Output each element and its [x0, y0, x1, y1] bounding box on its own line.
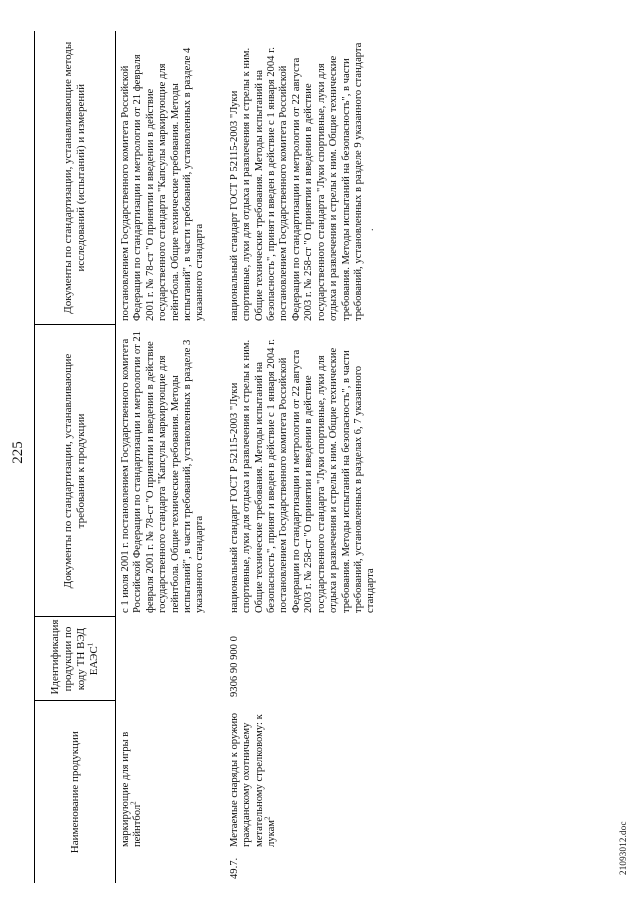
doc-file-code: 21093012.doc: [618, 821, 628, 875]
row-number: [120, 853, 145, 879]
requirements-table: [34, 31, 380, 883]
cell-methods-docs: [225, 31, 380, 325]
table-row: [116, 31, 225, 883]
cell-product-name: [225, 701, 380, 883]
header-requirements-docs: Документы по стандартизации, устанавливающие требования к продукции: [35, 325, 116, 617]
table-header-row: [35, 31, 116, 883]
stray-mark: .: [365, 228, 377, 231]
cell-requirements-docs: с 1 июля 2001 г. постановлением Государственного комитета Российской Федерации по стандартизации и метрологии от 21 февраля 2001 г. № 78-ст "О принятии и введении в действие государственного стандарта "Капсулы маркирующие для пейнтбола. Общие технические требования. Методы испытаний", в части требований, установленных в разделе 3 указанного стандарта: [120, 331, 206, 613]
table-row: [225, 31, 380, 883]
footnote-2-mark: 2: [129, 801, 138, 805]
cell-requirements-docs: национальный стандарт ГОСТ Р 52115-2003 "Луки спортивные, луки для отдыха и развлечения и стрелы к ним. Общие технические требования. Методы испытаний на безопасность", принят и введен в действие с 1 января 2004 г. постановлением Государственного комитета Российской Федерации по стандартизации и метрологии от 22 августа 2003 г. № 258-ст "О принятии и введении в действие государственного стандарта "Луки спортивные, луки для отдыха и развлечения и стрелы к ним. Общие технические требования. Методы испытаний на безопасность", в части требований, установленных в разделах 6, 7 указанного стандарта: [228, 339, 377, 613]
header-tn-ved-code: [35, 617, 116, 701]
product-name-text: Метаемые снаряды к оружию гражданскому охотничьему метательному стрелковому: к лукам: [228, 712, 278, 847]
product-name-text: маркирующие для игры в пейнтбол: [120, 731, 144, 847]
header-tn-ved-code-text: Идентификация продукции по коду ТН ВЭД ЕАЭС: [49, 619, 100, 695]
methods-docs-text: национальный стандарт ГОСТ Р 52115-2003 "Луки спортивные, луки для отдыха и развлечения и стрелы к ним. Общие технические требования. Методы испытаний на безопасность", принят и введен в действие с 1 января 2004 г. постановлением Государственного комитета Российской Федерации по стандартизации и метрологии от 22 августа 2003 г. № 258-ст "О принятии и введении в действие государственного стандарта "Луки спортивные, луки для отдыха и развлечения и стрелы к ним. Общие технические требования. Методы испытаний на безопасность", в части требований, установленных в разделе 9 указанного стандарта: [228, 42, 364, 321]
header-methods-docs: Документы по стандартизации, устанавливающие методы исследований (испытаний) и измерений: [35, 31, 116, 325]
cell-product-name: [116, 701, 225, 883]
footnote-2-mark: 2: [263, 816, 272, 821]
page-number: 225: [10, 441, 26, 464]
cell-methods-docs: постановлением Государственного комитета Российской Федерации по стандартизации и метрологии от 21 февраля 2001 г. № 78-ст "О принятии и введении в действие государственного стандарта "Капсулы маркирующие для пейнтбола. Общие технические требования. Методы испытаний", в части требований, установленных в разделе 4 указанного стандарта: [120, 47, 206, 321]
cell-tn-ved-code: 9306 90 900 0: [228, 636, 240, 697]
cell-tn-ved-code: [116, 617, 225, 701]
row-number: 49.7.: [228, 857, 240, 879]
footnote-1-mark: 1: [86, 642, 95, 647]
header-product-name: Наименование продукции: [35, 701, 116, 883]
